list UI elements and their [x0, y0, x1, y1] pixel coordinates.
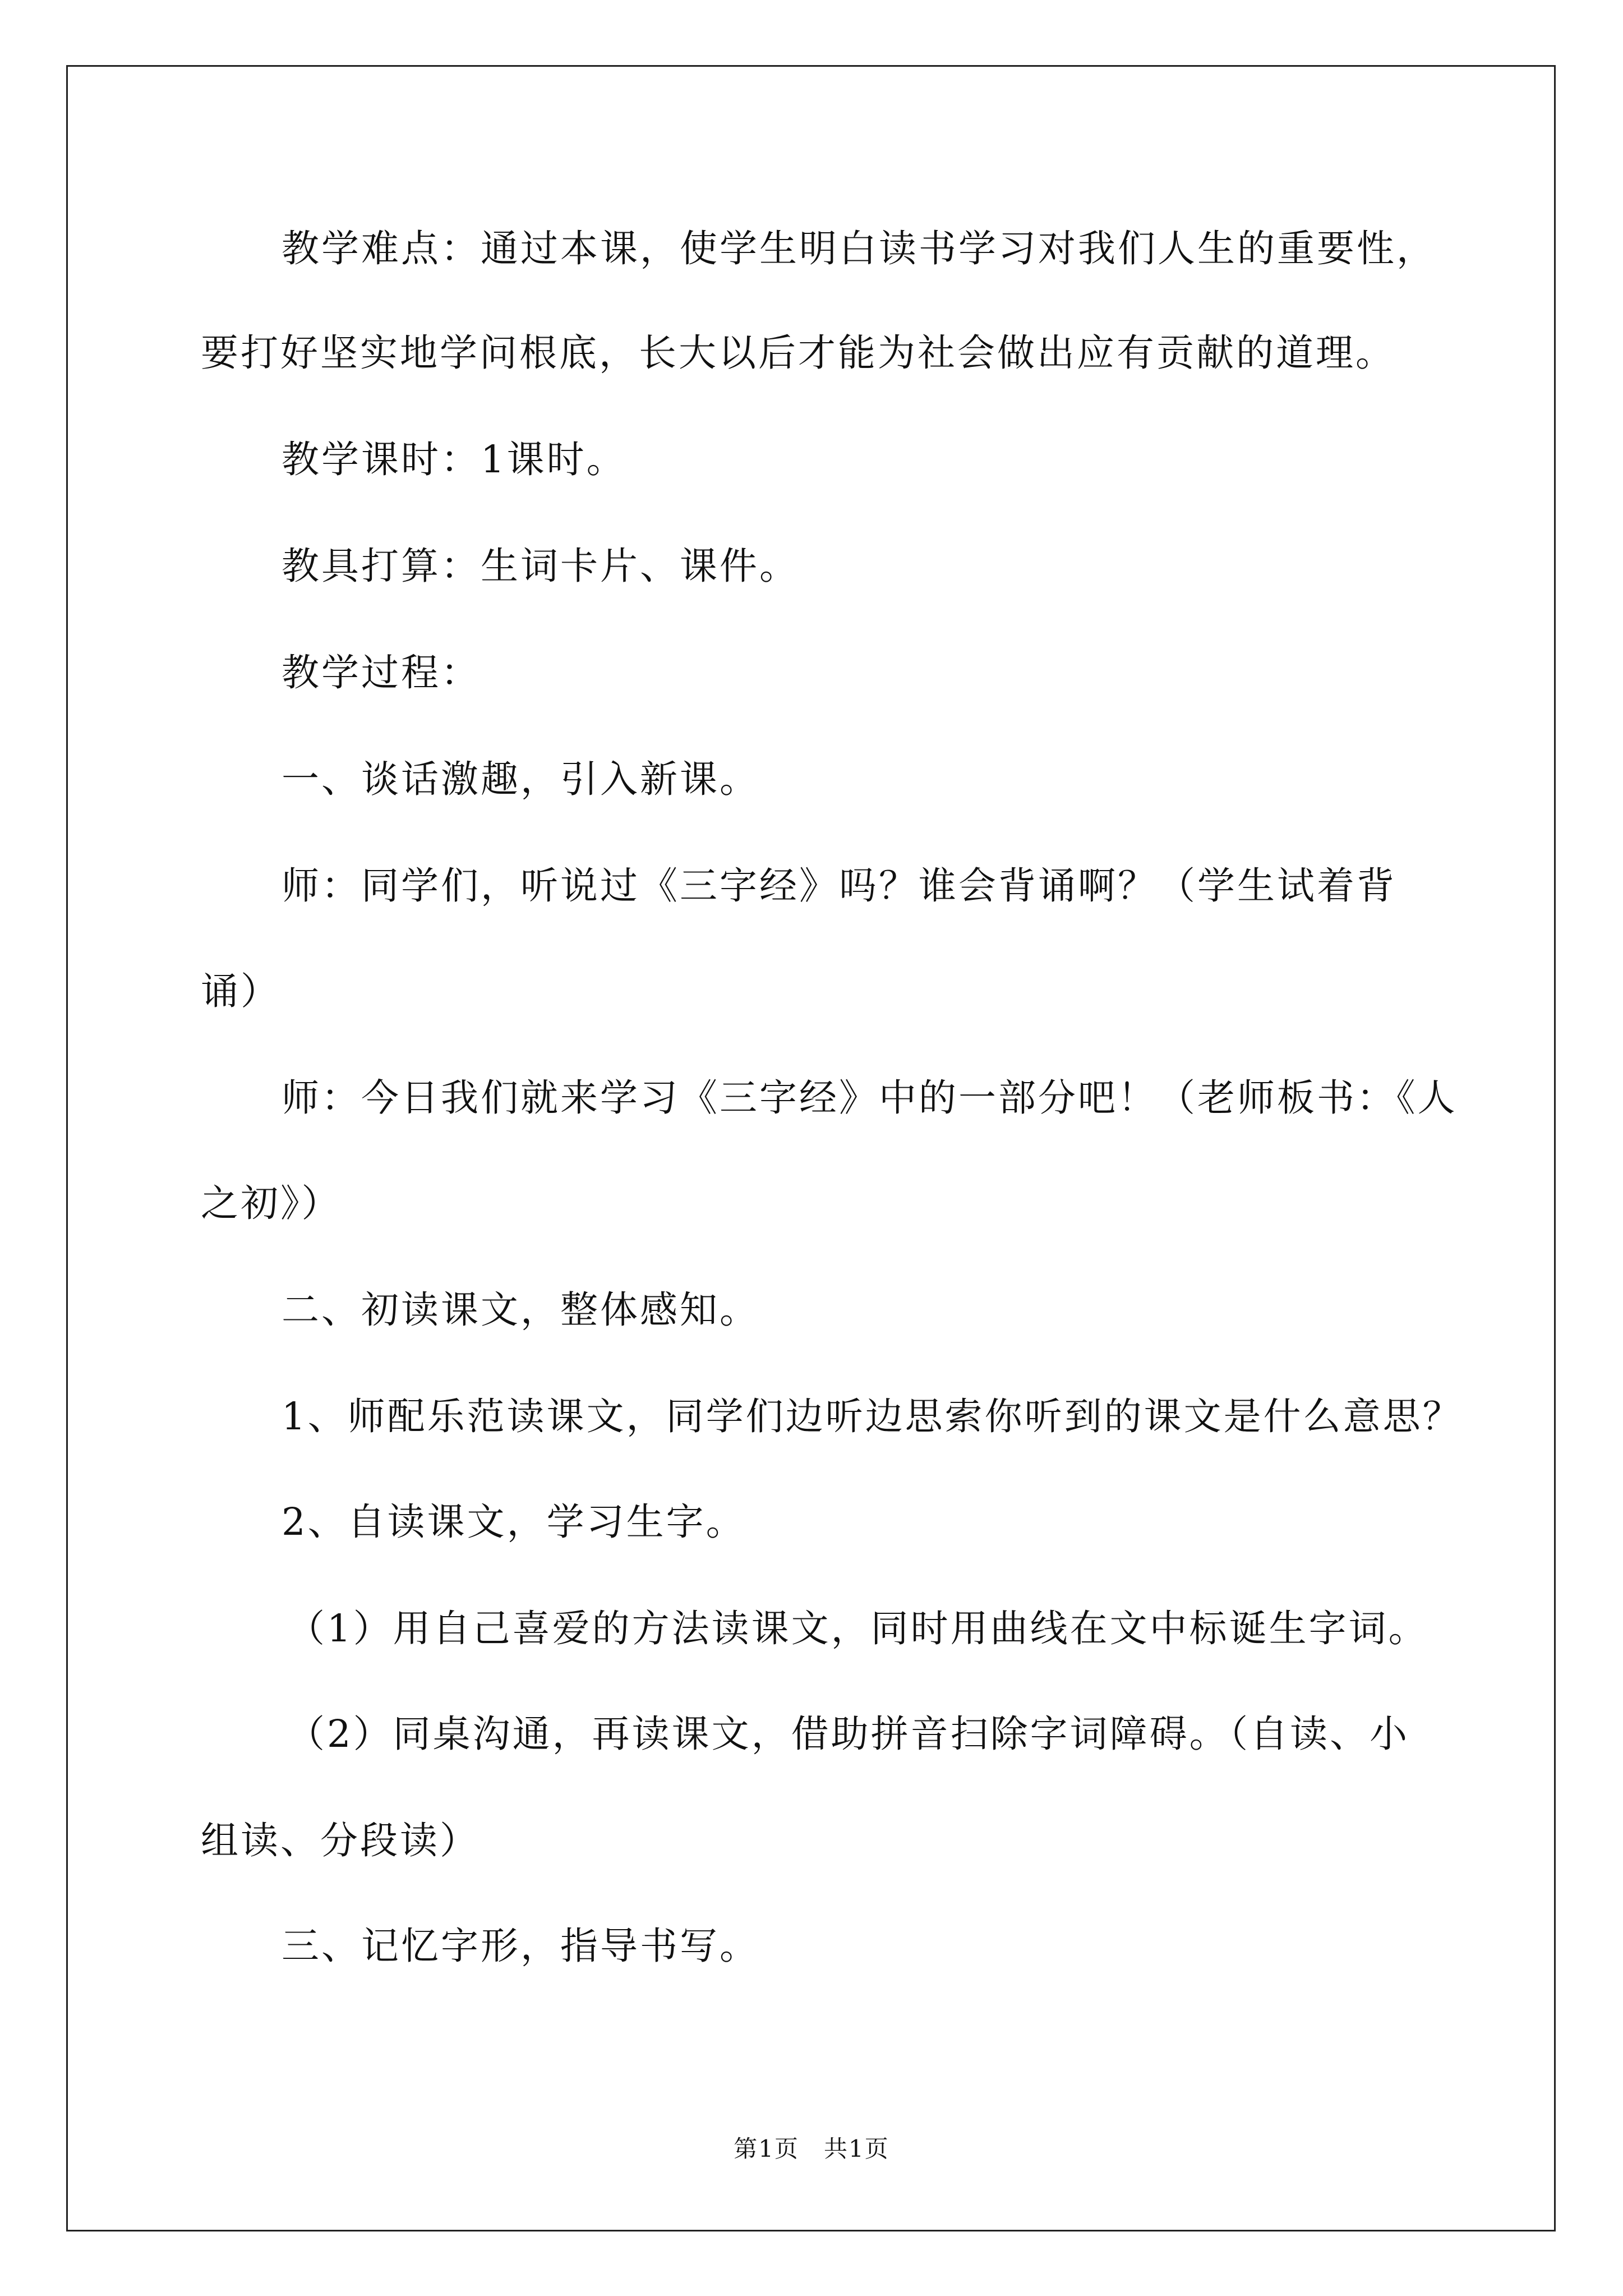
paragraph-line: 2、自读课文，学习生字。 [282, 1500, 746, 1544]
section-heading: 三、记忆字形，指导书写。 [282, 1924, 759, 1968]
paragraph-line: 诵） [201, 969, 280, 1013]
paragraph-line: 1、师配乐范读课文，同学们边听边思索你听到的课文是什么意思？ [282, 1395, 1463, 1438]
paragraph-line: 要打好坚实地学问根底，长大以后才能为社会做出应有贡献的道理。 [201, 331, 1395, 375]
section-heading: 二、初读课文，整体感知。 [282, 1288, 759, 1332]
page-footer: 第1页 共1页 [734, 2135, 889, 2162]
paragraph-line: 教具打算：生词卡片、课件。 [282, 544, 799, 588]
paragraph-line: 教学难点：通过本课，使学生明白读书学习对我们人生的重要性， [282, 227, 1436, 270]
paragraph-line: （1）用自己喜爱的方法读课文，同时用曲线在文中标诞生字词。 [287, 1607, 1428, 1650]
page-frame [66, 65, 1556, 2231]
paragraph-line: 之初》） [201, 1181, 342, 1225]
paragraph-line: 教学过程： [282, 651, 481, 694]
paragraph-line: （2）同桌沟通，再读课文，借助拼音扫除字词障碍。（自读、小 [287, 1712, 1410, 1756]
section-heading: 一、谈话激趣，引入新课。 [282, 757, 759, 801]
paragraph-line: 师：同学们，听说过《三字经》吗？谁会背诵啊？（学生试着背 [282, 864, 1396, 908]
paragraph-line: 教学课时：1课时。 [282, 438, 626, 481]
paragraph-line: 师：今日我们就来学习《三字经》中的一部分吧！（老师板书：《人 [282, 1076, 1458, 1120]
paragraph-line: 组读、分段读） [201, 1819, 479, 1862]
